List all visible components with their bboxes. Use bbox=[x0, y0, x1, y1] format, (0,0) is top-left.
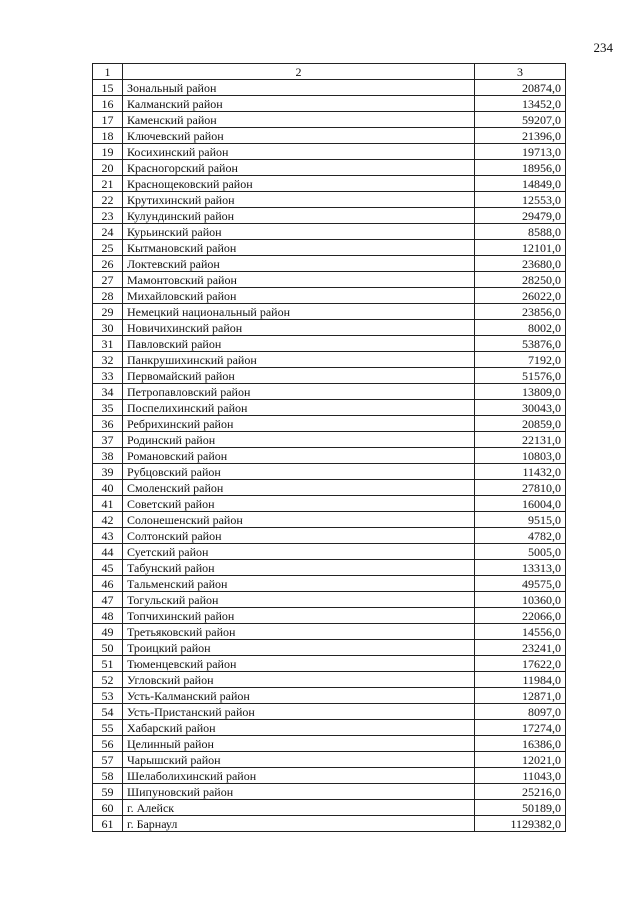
district-name-cell: Курьинский район bbox=[123, 224, 475, 240]
row-number-cell: 51 bbox=[93, 656, 123, 672]
value-cell: 14556,0 bbox=[475, 624, 566, 640]
table-row bbox=[93, 176, 566, 192]
row-number-cell: 60 bbox=[93, 800, 123, 816]
district-name-cell: Панкрушихинский район bbox=[123, 352, 475, 368]
table-header-row bbox=[93, 64, 566, 80]
value-cell: 21396,0 bbox=[475, 128, 566, 144]
table-row bbox=[93, 208, 566, 224]
district-name-cell: Ключевский район bbox=[123, 128, 475, 144]
row-number-cell: 50 bbox=[93, 640, 123, 656]
district-name-cell: г. Барнаул bbox=[123, 816, 475, 832]
value-cell: 51576,0 bbox=[475, 368, 566, 384]
district-name-cell: Поспелихинский район bbox=[123, 400, 475, 416]
table-row bbox=[93, 688, 566, 704]
table-row bbox=[93, 672, 566, 688]
district-name-cell: Хабарский район bbox=[123, 720, 475, 736]
district-name-cell: Тюменцевский район bbox=[123, 656, 475, 672]
row-number-cell: 56 bbox=[93, 736, 123, 752]
district-name-cell: Троицкий район bbox=[123, 640, 475, 656]
value-cell: 10360,0 bbox=[475, 592, 566, 608]
row-number-cell: 28 bbox=[93, 288, 123, 304]
table-row bbox=[93, 816, 566, 832]
district-name-cell: Локтевский район bbox=[123, 256, 475, 272]
district-name-cell: Каменский район bbox=[123, 112, 475, 128]
district-name-cell: Чарышский район bbox=[123, 752, 475, 768]
row-number-cell: 27 bbox=[93, 272, 123, 288]
district-name-cell: Солтонский район bbox=[123, 528, 475, 544]
value-cell: 14849,0 bbox=[475, 176, 566, 192]
value-cell: 23680,0 bbox=[475, 256, 566, 272]
table-row bbox=[93, 432, 566, 448]
row-number-cell: 34 bbox=[93, 384, 123, 400]
table-row bbox=[93, 240, 566, 256]
district-name-cell: Топчихинский район bbox=[123, 608, 475, 624]
row-number-cell: 37 bbox=[93, 432, 123, 448]
district-name-cell: Суетский район bbox=[123, 544, 475, 560]
table-row bbox=[93, 288, 566, 304]
row-number-cell: 20 bbox=[93, 160, 123, 176]
value-cell: 12101,0 bbox=[475, 240, 566, 256]
district-name-cell: Крутихинский район bbox=[123, 192, 475, 208]
row-number-cell: 31 bbox=[93, 336, 123, 352]
value-cell: 8588,0 bbox=[475, 224, 566, 240]
district-name-cell: Смоленский район bbox=[123, 480, 475, 496]
row-number-cell: 32 bbox=[93, 352, 123, 368]
table-row bbox=[93, 464, 566, 480]
column-header-name: 2 bbox=[123, 64, 475, 80]
table-row bbox=[93, 384, 566, 400]
row-number-cell: 48 bbox=[93, 608, 123, 624]
value-cell: 22066,0 bbox=[475, 608, 566, 624]
row-number-cell: 26 bbox=[93, 256, 123, 272]
district-name-cell: Усть-Пристанский район bbox=[123, 704, 475, 720]
value-cell: 23241,0 bbox=[475, 640, 566, 656]
district-name-cell: Третьяковский район bbox=[123, 624, 475, 640]
district-name-cell: Кытмановский район bbox=[123, 240, 475, 256]
row-number-cell: 47 bbox=[93, 592, 123, 608]
district-name-cell: Косихинский район bbox=[123, 144, 475, 160]
table-row bbox=[93, 192, 566, 208]
row-number-cell: 59 bbox=[93, 784, 123, 800]
district-name-cell: Усть-Калманский район bbox=[123, 688, 475, 704]
value-cell: 26022,0 bbox=[475, 288, 566, 304]
row-number-cell: 45 bbox=[93, 560, 123, 576]
value-cell: 19713,0 bbox=[475, 144, 566, 160]
row-number-cell: 61 bbox=[93, 816, 123, 832]
table-row bbox=[93, 576, 566, 592]
table-row bbox=[93, 224, 566, 240]
district-name-cell: Зональный район bbox=[123, 80, 475, 96]
value-cell: 53876,0 bbox=[475, 336, 566, 352]
district-name-cell: Михайловский район bbox=[123, 288, 475, 304]
value-cell: 5005,0 bbox=[475, 544, 566, 560]
table-row bbox=[93, 720, 566, 736]
table-row bbox=[93, 352, 566, 368]
value-cell: 12871,0 bbox=[475, 688, 566, 704]
row-number-cell: 29 bbox=[93, 304, 123, 320]
data-table bbox=[92, 63, 566, 832]
table-row bbox=[93, 416, 566, 432]
district-name-cell: Красногорский район bbox=[123, 160, 475, 176]
value-cell: 16004,0 bbox=[475, 496, 566, 512]
row-number-cell: 24 bbox=[93, 224, 123, 240]
row-number-cell: 43 bbox=[93, 528, 123, 544]
table-row bbox=[93, 512, 566, 528]
value-cell: 20874,0 bbox=[475, 80, 566, 96]
value-cell: 17274,0 bbox=[475, 720, 566, 736]
row-number-cell: 25 bbox=[93, 240, 123, 256]
table-row bbox=[93, 560, 566, 576]
value-cell: 11432,0 bbox=[475, 464, 566, 480]
row-number-cell: 57 bbox=[93, 752, 123, 768]
row-number-cell: 36 bbox=[93, 416, 123, 432]
value-cell: 29479,0 bbox=[475, 208, 566, 224]
table-row bbox=[93, 752, 566, 768]
table-row bbox=[93, 528, 566, 544]
table-row bbox=[93, 480, 566, 496]
district-name-cell: Советский район bbox=[123, 496, 475, 512]
district-name-cell: Ребрихинский район bbox=[123, 416, 475, 432]
table-row bbox=[93, 320, 566, 336]
table-row bbox=[93, 704, 566, 720]
row-number-cell: 38 bbox=[93, 448, 123, 464]
row-number-cell: 19 bbox=[93, 144, 123, 160]
value-cell: 11984,0 bbox=[475, 672, 566, 688]
district-name-cell: г. Алейск bbox=[123, 800, 475, 816]
table-body bbox=[93, 64, 566, 832]
row-number-cell: 33 bbox=[93, 368, 123, 384]
row-number-cell: 17 bbox=[93, 112, 123, 128]
table-row bbox=[93, 160, 566, 176]
value-cell: 4782,0 bbox=[475, 528, 566, 544]
district-name-cell: Родинский район bbox=[123, 432, 475, 448]
table-row bbox=[93, 112, 566, 128]
row-number-cell: 44 bbox=[93, 544, 123, 560]
row-number-cell: 42 bbox=[93, 512, 123, 528]
value-cell: 8097,0 bbox=[475, 704, 566, 720]
value-cell: 13313,0 bbox=[475, 560, 566, 576]
district-name-cell: Угловский район bbox=[123, 672, 475, 688]
district-name-cell: Шипуновский район bbox=[123, 784, 475, 800]
value-cell: 16386,0 bbox=[475, 736, 566, 752]
row-number-cell: 35 bbox=[93, 400, 123, 416]
district-name-cell: Целинный район bbox=[123, 736, 475, 752]
district-name-cell: Тальменский район bbox=[123, 576, 475, 592]
table-row bbox=[93, 656, 566, 672]
district-name-cell: Калманский район bbox=[123, 96, 475, 112]
row-number-cell: 40 bbox=[93, 480, 123, 496]
table-row bbox=[93, 336, 566, 352]
column-header-value: 3 bbox=[475, 64, 566, 80]
value-cell: 1129382,0 bbox=[475, 816, 566, 832]
district-name-cell: Краснощековский район bbox=[123, 176, 475, 192]
value-cell: 49575,0 bbox=[475, 576, 566, 592]
table-row bbox=[93, 496, 566, 512]
table-row bbox=[93, 144, 566, 160]
table-row bbox=[93, 80, 566, 96]
table-row bbox=[93, 784, 566, 800]
table-row bbox=[93, 400, 566, 416]
table-row bbox=[93, 96, 566, 112]
district-name-cell: Первомайский район bbox=[123, 368, 475, 384]
value-cell: 30043,0 bbox=[475, 400, 566, 416]
value-cell: 27810,0 bbox=[475, 480, 566, 496]
value-cell: 20859,0 bbox=[475, 416, 566, 432]
row-number-cell: 22 bbox=[93, 192, 123, 208]
value-cell: 17622,0 bbox=[475, 656, 566, 672]
row-number-cell: 41 bbox=[93, 496, 123, 512]
value-cell: 9515,0 bbox=[475, 512, 566, 528]
value-cell: 12553,0 bbox=[475, 192, 566, 208]
value-cell: 13452,0 bbox=[475, 96, 566, 112]
district-name-cell: Рубцовский район bbox=[123, 464, 475, 480]
row-number-cell: 46 bbox=[93, 576, 123, 592]
district-name-cell: Шелаболихинский район bbox=[123, 768, 475, 784]
row-number-cell: 39 bbox=[93, 464, 123, 480]
district-name-cell: Павловский район bbox=[123, 336, 475, 352]
table-row bbox=[93, 624, 566, 640]
value-cell: 12021,0 bbox=[475, 752, 566, 768]
value-cell: 59207,0 bbox=[475, 112, 566, 128]
district-name-cell: Немецкий национальный район bbox=[123, 304, 475, 320]
table-row bbox=[93, 304, 566, 320]
row-number-cell: 30 bbox=[93, 320, 123, 336]
table-row bbox=[93, 736, 566, 752]
district-name-cell: Табунский район bbox=[123, 560, 475, 576]
row-number-cell: 49 bbox=[93, 624, 123, 640]
row-number-cell: 18 bbox=[93, 128, 123, 144]
district-name-cell: Петропавловский район bbox=[123, 384, 475, 400]
row-number-cell: 53 bbox=[93, 688, 123, 704]
value-cell: 23856,0 bbox=[475, 304, 566, 320]
value-cell: 10803,0 bbox=[475, 448, 566, 464]
value-cell: 11043,0 bbox=[475, 768, 566, 784]
row-number-cell: 23 bbox=[93, 208, 123, 224]
row-number-cell: 21 bbox=[93, 176, 123, 192]
table-row bbox=[93, 272, 566, 288]
row-number-cell: 15 bbox=[93, 80, 123, 96]
table-row bbox=[93, 640, 566, 656]
row-number-cell: 16 bbox=[93, 96, 123, 112]
table-row bbox=[93, 368, 566, 384]
row-number-cell: 55 bbox=[93, 720, 123, 736]
table-row bbox=[93, 768, 566, 784]
table-row bbox=[93, 544, 566, 560]
row-number-cell: 58 bbox=[93, 768, 123, 784]
district-name-cell: Тогульский район bbox=[123, 592, 475, 608]
value-cell: 22131,0 bbox=[475, 432, 566, 448]
page-number: 234 bbox=[593, 40, 613, 55]
value-cell: 28250,0 bbox=[475, 272, 566, 288]
value-cell: 13809,0 bbox=[475, 384, 566, 400]
value-cell: 50189,0 bbox=[475, 800, 566, 816]
value-cell: 8002,0 bbox=[475, 320, 566, 336]
table-row bbox=[93, 256, 566, 272]
table-row bbox=[93, 448, 566, 464]
district-name-cell: Новичихинский район bbox=[123, 320, 475, 336]
row-number-cell: 54 bbox=[93, 704, 123, 720]
value-cell: 18956,0 bbox=[475, 160, 566, 176]
value-cell: 7192,0 bbox=[475, 352, 566, 368]
district-name-cell: Романовский район bbox=[123, 448, 475, 464]
district-name-cell: Мамонтовский район bbox=[123, 272, 475, 288]
value-cell: 25216,0 bbox=[475, 784, 566, 800]
district-name-cell: Кулундинский район bbox=[123, 208, 475, 224]
table-row bbox=[93, 800, 566, 816]
table-row bbox=[93, 592, 566, 608]
column-header-number: 1 bbox=[93, 64, 123, 80]
table-row bbox=[93, 128, 566, 144]
table-row bbox=[93, 608, 566, 624]
row-number-cell: 52 bbox=[93, 672, 123, 688]
district-name-cell: Солонешенский район bbox=[123, 512, 475, 528]
